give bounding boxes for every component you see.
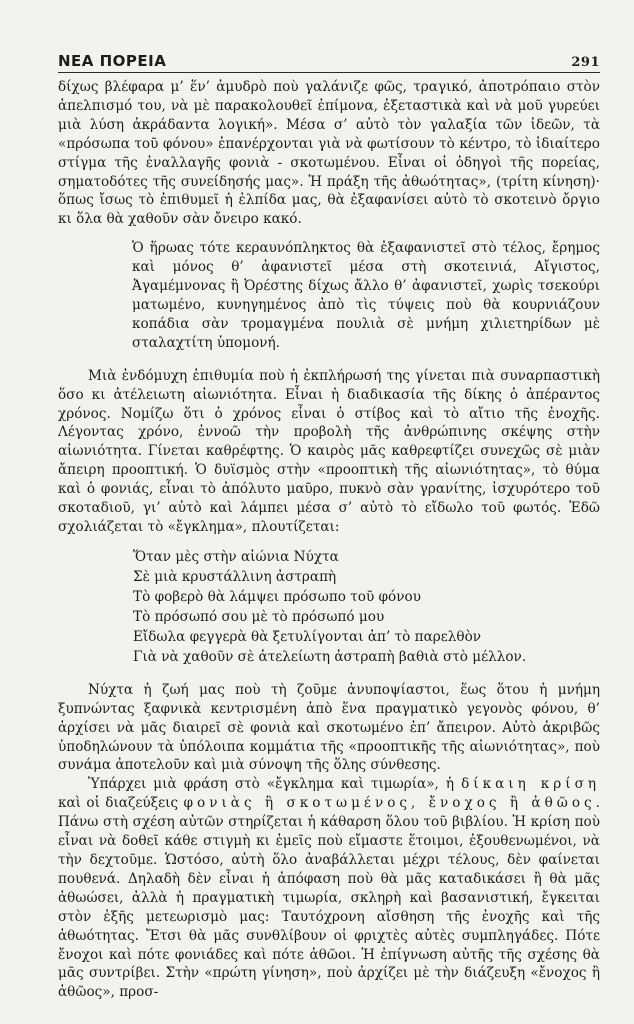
paragraph-4-part-b: καὶ οἱ διαζεύξεις (58, 795, 184, 812)
verse-line: Εἴδωλα φεγγερὰ θὰ ξετυλίγονται ἀπ’ τὸ παρελθὸν (133, 628, 482, 645)
journal-title: ΝΕΑ ΠΟΡΕΙΑ (58, 52, 167, 70)
running-header (58, 46, 600, 73)
verse-block-2 (133, 547, 600, 667)
verse-line: Τὸ φοβερὸ θὰ λάμψει πρόσωπο τοῦ φόνου (133, 588, 421, 605)
article-body (58, 78, 600, 1002)
paragraph-4-part-a: Ὑπάρχει μιὰ φράση στὸ «ἔγκλημα καὶ τιμωρία», ἡ (88, 776, 462, 793)
verse-block-1 (132, 239, 600, 352)
verse-1-text: Ὁ ἥρωας τότε κεραυνόπληκτος θὰ ἐξαφανιστεῖ στὸ τέλος, ἔρημος καὶ μόνος θ’ ἀφανιστεῖ μέσα στὴ σκοτεινιά, Αἴγιστος, Ἀγαμέμνονας ἢ Ὀρέστης δίχως ἄλλο θ’ ἀφανιστεῖ, χωρὶς τσεκούρι ματωμένο, κυνηγημένος ἀπὸ τὶς τύψεις ποὺ θὰ κουρνιάζουν κοπάδια σὰν τρομαγμένα πουλιὰ σὲ μνήμη χιλιετηρίδων μὲ σταλαχτίτη ὑπομονή. (132, 240, 600, 351)
verse-line: Ὅταν μὲς στὴν αἰώνια Νύχτα (133, 548, 339, 565)
spaced-phrase-1: δίκαιη κρίση (461, 776, 601, 793)
verse-line: Σὲ μιὰ κρυστάλλινη ἀστραπὴ (133, 568, 337, 585)
paragraph-1: δίχως βλέφαρα μ’ ἕν’ ἀμυδρὸ ποὺ γαλάνιζε φῶς, τραγικό, ἀποτρόπαιο στὸν ἀπελπισμό του, νὰ μὲ παρακολουθεῖ ἐπίμονα, ἐξεταστικὰ καὶ νὰ μοῦ γυρεύει μιὰ λύση ἀκράδαντα λογική». Μέσα σ’ αὐτὸ τὸν γαλαξία τῶν ἰδεῶν, τὰ «πρόσωπα τοῦ φόνου» ἐπανέρχονται γιὰ νὰ φωτίσουν τὸ κέντρο, τὸ ἰδιαίτερο στίγμα τῆς ἐναλλαγῆς φονιὰ - σκοτωμένου. Εἶναι οἱ ὁδηγοὶ τῆς πορείας, σηματοδότες τῆς συνείδησής μας». Ἡ πράξη τῆς ἀθωότητας», (τρίτη κίνηση)· ὅπως ἴσως τὸ ἐπιθυμεῖ ἡ ἐλπίδα μας, θὰ ἐξαφανίσει αὐτὸ τὸ σκοτεινὸ ὄργιο κι ὅλα θὰ χαθοῦν σὰν ὄνειρο κακό. (58, 79, 600, 228)
page-number: 291 (571, 55, 600, 70)
paragraph-3: Νύχτα ἡ ζωή μας ποὺ τὴ ζοῦμε ἀνυποψίαστοι, ἕως ὅτου ἡ μνήμη ξυπνώντας ξαφνικὰ κεντρισμένη ἀπὸ ἕνα πραγματικὸ γεγονὸς φόνου, θ’ ἀρχίσει νὰ μᾶς διαιρεῖ σὲ φονιὰ καὶ σκοτωμένο ἐπ’ ἄπειρον. Αὐτὸ ἀκριβῶς ὑποδηλώνουν τὰ ὑπόλοιπα κομμάτια τῆς «προοπτικῆς τῆς αἰωνιότητας», ποὺ συνάμα ἀποτελοῦν καὶ μιὰ σύνοψη τῆς ὅλης σύνθεσης. (58, 681, 600, 774)
paragraph-2: Μιὰ ἐνδόμυχη ἐπιθυμία ποὺ ἡ ἐκπλήρωσή της γίνεται πιὰ συναρπαστικὴ ὅσο κι ἀτέλειωτη αἰωνιότητα. Εἶναι ἡ διαδικασία τῆς δίκης ὁ ἀπέραντος χρόνος. Νομίζω ὅτι ὁ χρόνος εἶναι ὁ στίβος καὶ τὸ αἴτιο τῆς ἐνοχῆς. Λέγοντας χρόνο, ἐννοῶ τὴν προβολὴ τῆς ἀνθρώπινης σκέψης στὴν αἰωνιότητα. Γίνεται καθρέφτης. Ὁ καιρὸς μᾶς καθρεφτίζει συνεχῶς σὲ μιὰν ἄπειρη προοπτική. Ὁ δυϊσμὸς στὴν «προοπτικὴ τῆς αἰωνιότητας», τὸ θύμα καὶ ὁ φονιάς, εἶναι τὸ ἀπόλυτο μαῦρο, πυκνὸ σὰν γρανίτης, ἰσχυρότερο τοῦ σκοταδιοῦ, γι’ αὐτὸ καὶ λάμπει μέσα σ’ αὐτὸ τὸ εἴδωλο τοῦ φωτός. Ἐδῶ σχολιάζεται τὸ «ἔγκλημα», πλουτίζεται: (58, 367, 600, 535)
spaced-phrase-2: φονιὰς ἢ σκοτωμένος, ἔνοχος ἢ ἀθῶος (183, 795, 596, 812)
paragraph-4-part-c: . Πάνω στὴ σχέση αὐτῶν στηρίζεται ἡ κάθαρση ὅλου τοῦ βιβλίου. Ἡ κρίση ποὺ εἶναι νὰ δοθεῖ κάθε στιγμὴ κι ἐμεῖς ποὺ εἴμαστε ἕτοιμοι, ἐξουθενωμένοι, νὰ τὴν δεχτοῦμε. Ὡστόσο, αὐτὴ ὅλο ἀναβάλλεται μέχρι τέλους, δὲν φαίνεται πουθενά. Δηλαδὴ δὲν εἶναι ἡ ἀπόφαση ποὺ θὰ μᾶς καταδικάσει ἢ θὰ μᾶς ἀθωώσει, ἀλλὰ ἡ πραγματικὴ τιμωρία, σκληρὴ καὶ βασανιστική, ἔγκειται στὸν ἐξῆς μετεωρισμὸ μας: Ταυτόχρονη αἴσθηση τῆς ἐνοχῆς καὶ τῆς ἀθωότητας. Ἔτσι θὰ μᾶς συνθλίβουν οἱ φριχτὲς αὐτὲς συμπληγάδες. Πότε ἔνοχοι καὶ πότε φονιάδες καὶ πότε ἀθῶοι. Ἡ ἐπίγνωση αὐτῆς τῆς σχέσης θὰ μᾶς συντρίβει. Στὴν «πρώτη γίνηση», ποὺ ἀρχίζει μὲ τὴν διάζευξη «ἔνοχος ἢ ἀθῶος», προσ- (58, 795, 600, 1001)
paragraph-4 (58, 775, 600, 1002)
verse-line: Γιὰ νὰ χαθοῦν σὲ ἀτελείωτη ἀστραπὴ βαθιὰ στὸ μέλλον. (133, 648, 527, 665)
verse-line: Τὸ πρόσωπό σου μὲ τὸ πρόσωπό μου (133, 608, 385, 625)
